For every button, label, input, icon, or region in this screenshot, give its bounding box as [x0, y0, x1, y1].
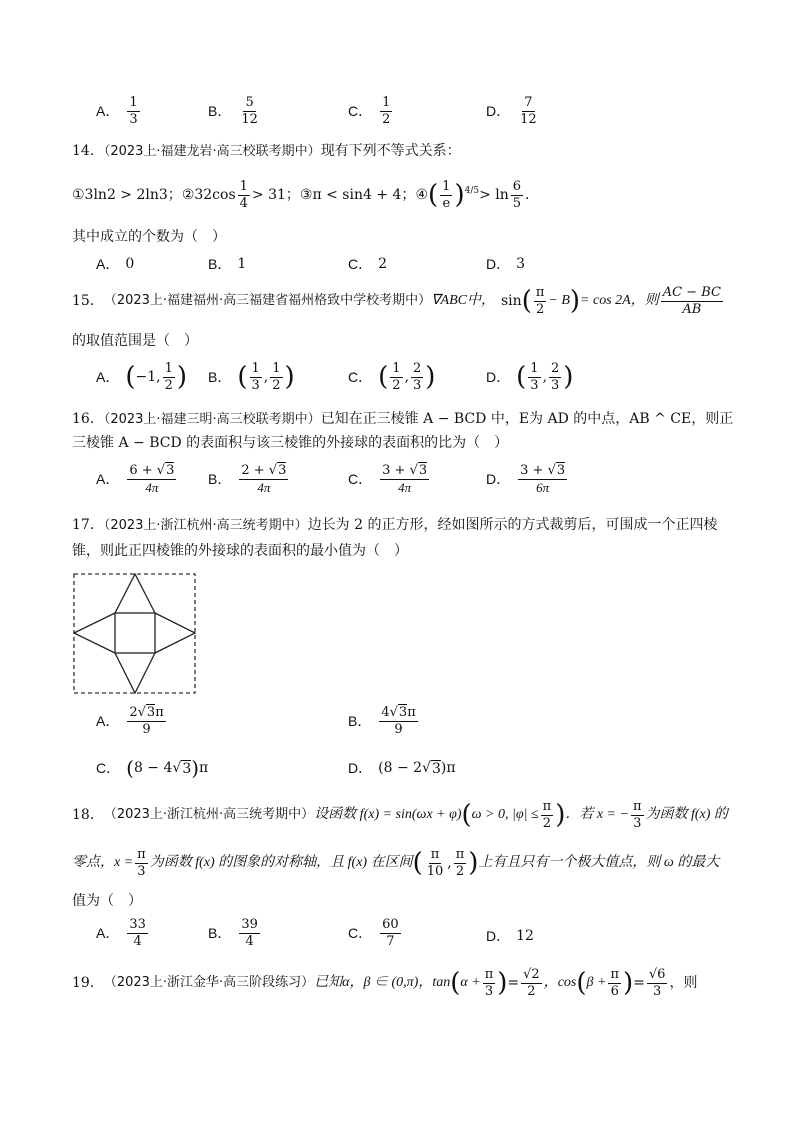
q19-line1: 19． （2023上·浙江金华·高三阶段练习） 已知α，β ∈ (0,π)，tan ( α + $\frac{\pi}{3}$ ) = $\frac{√2}{2}$ ，cos ( β + $\frac{\pi}{6}$ ) = $\frac{√6}{3}$ ，则 — [72, 967, 698, 999]
q16-line2: 三棱锥 A − BCD 的表面积与该三棱锥的外接球的表面积的比为（ ） — [72, 435, 509, 451]
option-b[interactable]: B． ( $\frac{1}{3}$ , $\frac{1}{2}$ ) — [208, 361, 295, 393]
q18-line1: 18． （2023上·浙江杭州·高三统考期中） 设函数 f(x) = sin(ωx + φ) ( ω > 0, |φ| ≤ $\frac{\pi}{2}$ ) ．若 x = − $\frac{\pi}{3}$ 为函数 f(x) 的 — [72, 799, 728, 831]
option-b[interactable]: B． $\frac{39}{4}$ — [208, 917, 258, 949]
option-a[interactable]: A． 0 — [96, 256, 135, 272]
option-d[interactable]: D． $\frac{7}{12}$ — [486, 95, 537, 127]
q15-stem: 15． （2023上·福建福州·高三福建省福州格致中学校考期中） ∇ABC中， sin ( $\frac{\pi}{2}$ − B ) = cos 2A，则 $\frac{AC - BC}{AB}$ — [72, 285, 721, 317]
option-b[interactable]: B． $\frac{2 + √3}{4\pi}$ — [208, 463, 287, 495]
option-c[interactable]: C． $\frac{1}{2}$ — [348, 95, 391, 127]
option-d[interactable]: D． (8 − 2 √ 3 )π — [348, 760, 456, 777]
q18-line2: 零点，x = $\frac{\pi}{3}$ 为函数 f(x) 的图象的对称轴，且 f(x) 在区间 ( $\frac{\pi}{10}$ , $\frac{\pi}{2}$ ) 上有且只有一个极大值点，则 ω 的最大 — [72, 847, 720, 879]
option-a[interactable]: A． $\frac{2√3\pi}{9}$ — [96, 705, 164, 737]
option-c[interactable]: C． $\frac{3 + √3}{4\pi}$ — [348, 463, 428, 495]
option-a[interactable]: A． $\frac{1}{3}$ — [96, 95, 138, 127]
q14-stem: 14．（2023上·福建龙岩·高三校联考期中）现有下列不等式关系： — [72, 143, 461, 159]
option-d[interactable]: D． $\frac{3 + √3}{6\pi}$ — [486, 463, 566, 495]
square-cut-figure — [73, 573, 197, 695]
bottom-triangle — [115, 653, 155, 693]
option-b[interactable]: B． $\frac{4√3\pi}{9}$ — [348, 705, 416, 737]
left-triangle — [74, 613, 115, 653]
q16-line1: 16．（2023上·福建三明·高三校联考期中）已知在正三棱锥 A − BCD 中，E为 AD 的中点，AB ^ CE，则正 — [72, 411, 734, 427]
q18-line3: 值为（ ） — [72, 893, 142, 909]
q17-line2: 锥，则此正四棱锥的外接球的表面积的最小值为（ ） — [72, 543, 408, 559]
option-c[interactable]: C． 2 — [348, 256, 388, 272]
q14-inequalities: ①3ln2 > 2ln3； ②32cos $\frac{1}{4}$ > 31； ③π < sin4 + 4； ④ ( $\frac{1}{e}$ ) $^{4/5}$ > ln $\frac{6}{5}$ ． — [72, 179, 540, 211]
option-c[interactable]: C． $\frac{60}{7}$ — [348, 917, 399, 949]
option-a[interactable]: A． $\frac{6 + √3}{4\pi}$ — [96, 463, 175, 495]
option-b[interactable]: B． $\frac{5}{12}$ — [208, 95, 258, 127]
right-triangle — [155, 613, 195, 653]
option-a[interactable]: A． $\frac{33}{4}$ — [96, 917, 146, 949]
option-b[interactable]: B． 1 — [208, 256, 247, 272]
option-d[interactable]: D． ( $\frac{1}{3}$ , $\frac{2}{3}$ ) — [486, 361, 574, 393]
inner-square — [115, 613, 155, 653]
outer-square — [74, 574, 195, 693]
option-a[interactable]: A． ( −1, $\frac{1}{2}$ ) — [96, 361, 188, 393]
q17-line1: 17．（2023上·浙江杭州·高三统考期中）边长为 2 的正方形，经如图所示的方式裁剪后，可围成一个正四棱 — [72, 517, 718, 533]
top-triangle — [115, 574, 155, 613]
option-d[interactable]: D． 3 — [486, 256, 526, 272]
option-c[interactable]: C． ( 8 − 4 √ 3 ) π — [96, 756, 209, 780]
option-d[interactable]: D． 12 — [486, 928, 534, 944]
q14-question: 其中成立的个数为（ ） — [72, 229, 226, 245]
q15-line2: 的取值范围是（ ） — [72, 333, 198, 349]
option-c[interactable]: C． ( $\frac{1}{2}$ , $\frac{2}{3}$ ) — [348, 361, 436, 393]
